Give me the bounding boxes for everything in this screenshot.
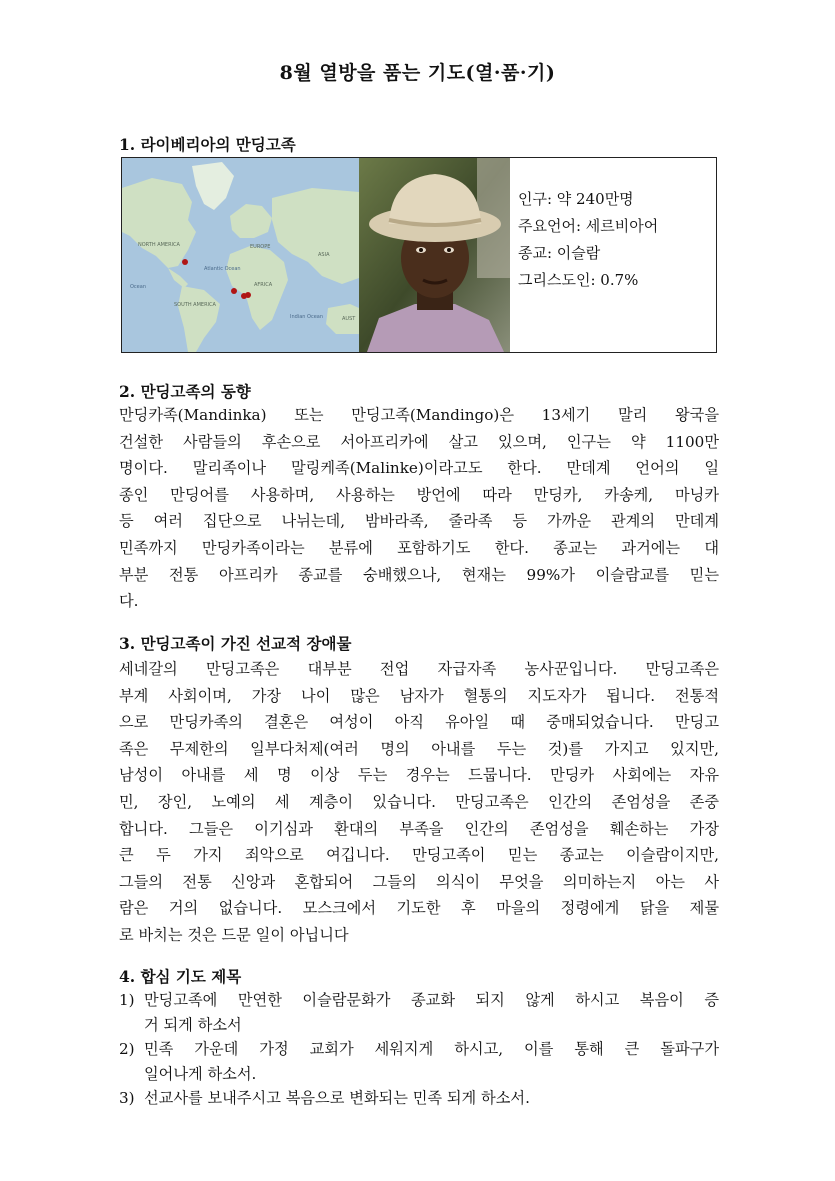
prayer-line: 만딩고족에 만연한 이슬람문화가 종교화 되지 않게 하시고 복음이 증 bbox=[144, 991, 719, 1009]
map-marker-west-africa-3 bbox=[245, 292, 251, 298]
people-info-box bbox=[121, 157, 717, 353]
prayer-number: 3) bbox=[119, 1089, 135, 1107]
map-label-ocean: Ocean bbox=[130, 284, 146, 290]
fact-population: 인구: 약 240만명 bbox=[518, 190, 634, 208]
fact-christian: 그리스도인: 0.7% bbox=[518, 271, 639, 289]
map-marker-west-africa bbox=[231, 288, 237, 294]
map-label-indian-ocean: Indian Ocean bbox=[290, 314, 324, 320]
paragraph-line: 부분 전통 아프리카 종교를 숭배했으나, 현재는 99%가 이슬람교를 믿는 bbox=[119, 565, 719, 584]
prayer-number: 1) bbox=[119, 991, 135, 1009]
world-map bbox=[122, 158, 359, 352]
person-photo bbox=[359, 158, 510, 352]
paragraph-line: 다. bbox=[119, 592, 139, 611]
prayer-list bbox=[119, 988, 719, 1111]
paragraph-line: 만딩카족(Mandinka) 또는 만딩고족(Mandingo)은 13세기 말리 왕국을 bbox=[119, 406, 719, 424]
map-label-europe: EUROPE bbox=[250, 244, 271, 250]
obstacles-paragraph bbox=[119, 656, 719, 949]
prayer-number: 2) bbox=[119, 1040, 135, 1058]
paragraph-line: 족은 무제한의 일부다처제(여러 명의 아내를 두는 것)를 가지고 있지만, bbox=[119, 739, 719, 758]
paragraph-line: 건설한 사람들의 후손으로 서아프리카에 살고 있으며, 인구는 약 1100만 bbox=[119, 432, 719, 451]
page-title: 8월 열방을 품는 기도(열·품·기) bbox=[279, 62, 556, 84]
paragraph-line: 그들의 전통 신앙과 혼합되어 그들의 의식이 무엇을 의미하는지 아는 사 bbox=[119, 872, 719, 891]
section-heading-trends: 2. 만딩고족의 동향 bbox=[119, 382, 251, 401]
paragraph-line: 등 여러 집단으로 나뉘는데, 밤바라족, 줄라족 등 가까운 관계의 만데계 bbox=[119, 512, 719, 531]
section-heading-people: 1. 라이베리아의 만딩고족 bbox=[119, 135, 296, 154]
paragraph-line: 로 바치는 것은 드문 일이 아닙니다 bbox=[119, 925, 349, 944]
paragraph-line: 람은 거의 없습니다. 모스크에서 기도한 후 마을의 정령에게 닭을 제물 bbox=[119, 899, 719, 918]
map-label-africa: AFRICA bbox=[254, 282, 273, 288]
people-facts bbox=[518, 186, 658, 294]
fact-language: 주요언어: 세르비아어 bbox=[518, 217, 659, 235]
paragraph-line: 합니다. 그들은 이기심과 환대의 부족을 인간의 존엄성을 훼손하는 가장 bbox=[119, 819, 719, 838]
paragraph-line: 으로 만딩카족의 결혼은 여성이 아직 유아일 때 중매되었습니다. 만딩고 bbox=[119, 713, 719, 732]
prayer-line: 선교사를 보내주시고 복음으로 변화되는 민족 되게 하소서. bbox=[144, 1089, 530, 1107]
paragraph-line: 남성이 아내를 세 명 이상 두는 경우는 드뭅니다. 만딩카 사회에는 자유 bbox=[119, 766, 719, 785]
fact-religion: 종교: 이슬람 bbox=[518, 244, 601, 262]
paragraph-line: 부계 사회이며, 가장 나이 많은 남자가 혈통의 지도자가 됩니다. 전통적 bbox=[119, 686, 719, 705]
map-marker-north-america bbox=[182, 259, 188, 265]
world-map-graphic bbox=[122, 158, 359, 352]
trends-paragraph bbox=[119, 402, 719, 615]
map-label-australia: AUST bbox=[342, 316, 356, 322]
paragraph-line: 종인 만딩어를 사용하며, 사용하는 방언에 따라 만딩카, 카송케, 마닝카 bbox=[119, 485, 719, 504]
paragraph-line: 민, 장인, 노예의 세 계층이 있습니다. 만딩고족은 인간의 존엄성을 존중 bbox=[119, 792, 719, 811]
section-heading-obstacles: 3. 만딩고족이 가진 선교적 장애물 bbox=[119, 634, 352, 653]
paragraph-line: 세네갈의 만딩고족은 대부분 전업 자급자족 농사꾼입니다. 만딩고족은 bbox=[119, 660, 719, 678]
map-label-south-america: SOUTH AMERICA bbox=[174, 302, 216, 308]
prayer-line: 민족 가운데 가정 교회가 세워지게 하시고, 이를 통해 큰 돌파구가 bbox=[144, 1040, 719, 1058]
prayer-item bbox=[119, 988, 719, 1037]
map-label-asia: ASIA bbox=[318, 252, 330, 258]
paragraph-line: 큰 두 가지 죄악으로 여깁니다. 만딩고족이 믿는 종교는 이슬람이지만, bbox=[119, 846, 719, 865]
prayer-item bbox=[119, 1037, 719, 1086]
person-photo-icon bbox=[359, 158, 510, 352]
prayer-item bbox=[119, 1086, 719, 1111]
map-label-north-america: NORTH AMERICA bbox=[138, 242, 180, 248]
prayer-line: 거 되게 하소서 bbox=[144, 1015, 242, 1034]
paragraph-line: 민족까지 만딩카족이라는 분류에 포함하기도 한다. 종교는 과거에는 대 bbox=[119, 538, 719, 557]
prayer-line: 일어나게 하소서. bbox=[144, 1064, 257, 1083]
section-heading-prayer: 4. 합심 기도 제목 bbox=[119, 967, 242, 986]
map-label-atlantic: Atlantic Ocean bbox=[204, 266, 241, 272]
paragraph-line: 명이다. 말리족이나 말링케족(Malinke)이라고도 한다. 만데계 언어의 일 bbox=[119, 459, 719, 478]
